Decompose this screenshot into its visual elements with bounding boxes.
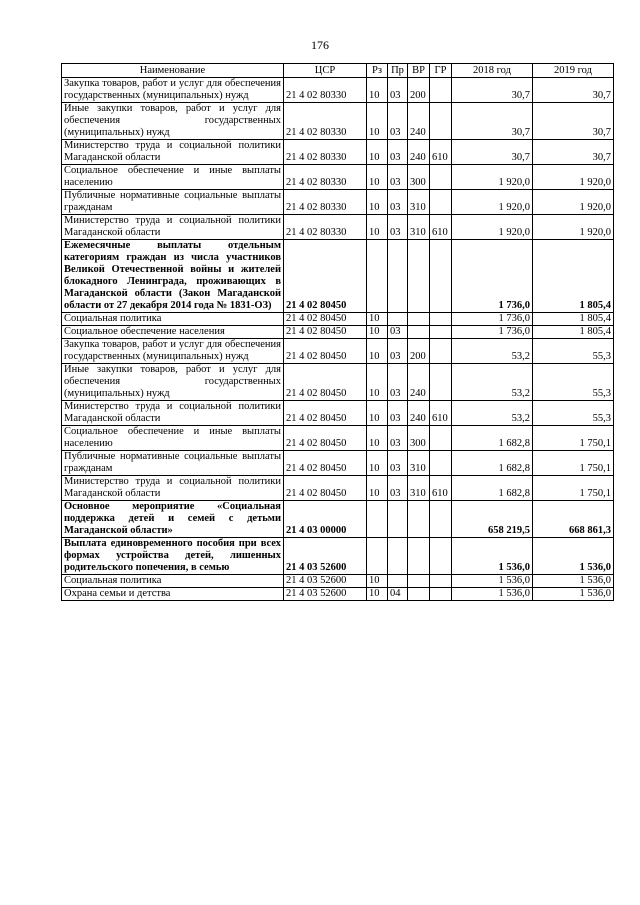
cell-vr: 200: [408, 78, 430, 103]
cell-csr: 21 4 02 80330: [284, 165, 367, 190]
cell-gr: [430, 165, 452, 190]
cell-vr: 310: [408, 215, 430, 240]
cell-2019: 55,3: [533, 401, 614, 426]
cell-vr: 200: [408, 339, 430, 364]
cell-csr: 21 4 02 80330: [284, 190, 367, 215]
cell-name: Публичные нормативные социальные выплаты гражданам: [62, 190, 284, 215]
table-row: [62, 240, 614, 313]
cell-rz: 10: [367, 215, 388, 240]
cell-pr: 03: [388, 165, 408, 190]
cell-rz: [367, 538, 388, 575]
cell-2018: 53,2: [452, 339, 533, 364]
table-row: [62, 190, 614, 215]
cell-rz: 10: [367, 140, 388, 165]
cell-name: Социальное обеспечение и иные выплаты населению: [62, 165, 284, 190]
table-row: [62, 103, 614, 140]
cell-2018: 658 219,5: [452, 501, 533, 538]
cell-pr: [388, 240, 408, 313]
cell-2019: 55,3: [533, 339, 614, 364]
cell-2018: 53,2: [452, 401, 533, 426]
cell-gr: [430, 240, 452, 313]
cell-gr: [430, 78, 452, 103]
cell-2018: 1 682,8: [452, 426, 533, 451]
cell-2019: 1 805,4: [533, 240, 614, 313]
cell-rz: 10: [367, 588, 388, 601]
cell-pr: 03: [388, 103, 408, 140]
cell-name: Министерство труда и социальной политики Магаданской области: [62, 476, 284, 501]
cell-pr: 03: [388, 140, 408, 165]
cell-rz: 10: [367, 326, 388, 339]
cell-name: Социальная политика: [62, 313, 284, 326]
cell-2018: 1 682,8: [452, 476, 533, 501]
cell-2018: 30,7: [452, 103, 533, 140]
cell-csr: 21 4 02 80450: [284, 240, 367, 313]
cell-rz: 10: [367, 401, 388, 426]
cell-vr: 310: [408, 451, 430, 476]
table-row: [62, 140, 614, 165]
cell-pr: 03: [388, 451, 408, 476]
cell-2018: 1 682,8: [452, 451, 533, 476]
cell-name: Министерство труда и социальной политики Магаданской области: [62, 140, 284, 165]
cell-pr: 03: [388, 339, 408, 364]
cell-csr: 21 4 02 80450: [284, 326, 367, 339]
budget-table: [61, 63, 614, 601]
cell-2019: 1 750,1: [533, 476, 614, 501]
table-row: [62, 165, 614, 190]
table-row: [62, 326, 614, 339]
cell-gr: [430, 326, 452, 339]
table-row: [62, 339, 614, 364]
cell-pr: 04: [388, 588, 408, 601]
cell-gr: 610: [430, 476, 452, 501]
cell-pr: [388, 575, 408, 588]
header-2018: 2018 год: [452, 64, 533, 78]
cell-name: Закупка товаров, работ и услуг для обеспечения государственных (муниципальных) нужд: [62, 78, 284, 103]
cell-rz: 10: [367, 78, 388, 103]
cell-gr: [430, 313, 452, 326]
cell-2019: 30,7: [533, 140, 614, 165]
cell-2018: 53,2: [452, 364, 533, 401]
cell-gr: [430, 190, 452, 215]
cell-csr: 21 4 02 80450: [284, 364, 367, 401]
cell-csr: 21 4 03 52600: [284, 575, 367, 588]
cell-name: Иные закупки товаров, работ и услуг для обеспечения государственных (муниципальных) нужд: [62, 364, 284, 401]
table-row: [62, 215, 614, 240]
cell-2019: 1 750,1: [533, 426, 614, 451]
table-row: [62, 575, 614, 588]
page-number: 176: [311, 38, 329, 52]
cell-gr: [430, 103, 452, 140]
cell-vr: [408, 313, 430, 326]
cell-2019: 30,7: [533, 78, 614, 103]
cell-pr: 03: [388, 190, 408, 215]
cell-rz: [367, 240, 388, 313]
cell-2019: 1 536,0: [533, 538, 614, 575]
cell-rz: 10: [367, 190, 388, 215]
cell-vr: 240: [408, 364, 430, 401]
cell-rz: 10: [367, 103, 388, 140]
cell-csr: 21 4 02 80450: [284, 476, 367, 501]
header-pr: Пр: [388, 64, 408, 78]
header-rz: Рз: [367, 64, 388, 78]
table-header-row: [62, 64, 614, 78]
cell-pr: 03: [388, 476, 408, 501]
cell-name: Закупка товаров, работ и услуг для обеспечения государственных (муниципальных) нужд: [62, 339, 284, 364]
cell-2018: 1 736,0: [452, 326, 533, 339]
cell-csr: 21 4 02 80330: [284, 215, 367, 240]
cell-rz: 10: [367, 313, 388, 326]
table-body: [62, 78, 614, 601]
cell-2018: 1 920,0: [452, 215, 533, 240]
cell-2018: 1 920,0: [452, 165, 533, 190]
cell-2019: 1 920,0: [533, 215, 614, 240]
cell-pr: 03: [388, 426, 408, 451]
table-row: [62, 451, 614, 476]
cell-2019: 1 805,4: [533, 313, 614, 326]
cell-vr: 240: [408, 140, 430, 165]
cell-name: Публичные нормативные социальные выплаты гражданам: [62, 451, 284, 476]
cell-csr: 21 4 02 80330: [284, 78, 367, 103]
cell-2018: 1 536,0: [452, 588, 533, 601]
cell-2018: 30,7: [452, 140, 533, 165]
cell-name: Основное мероприятие «Социальная поддержка детей и семей с детьми Магаданской области»: [62, 501, 284, 538]
cell-name: Выплата единовременного пособия при всех формах устройства детей, лишенных родительского попечения, в семью: [62, 538, 284, 575]
table-row: [62, 426, 614, 451]
header-gr: ГР: [430, 64, 452, 78]
cell-gr: 610: [430, 215, 452, 240]
cell-2018: 1 736,0: [452, 240, 533, 313]
cell-pr: [388, 313, 408, 326]
cell-gr: [430, 575, 452, 588]
cell-name: Социальная политика: [62, 575, 284, 588]
cell-gr: [430, 501, 452, 538]
cell-name: Охрана семьи и детства: [62, 588, 284, 601]
cell-rz: 10: [367, 165, 388, 190]
cell-name: Ежемесячные выплаты отдельным категориям граждан из числа участников Великой Отечественной войны и жителей блокадного Ленинграда, проживающих в Магаданской области (Закон Магаданской области от 27 декабря 2014 года № 1831-ОЗ): [62, 240, 284, 313]
cell-2019: 1 805,4: [533, 326, 614, 339]
cell-csr: 21 4 02 80330: [284, 140, 367, 165]
table-row: [62, 313, 614, 326]
cell-rz: 10: [367, 339, 388, 364]
cell-pr: 03: [388, 364, 408, 401]
cell-vr: 310: [408, 190, 430, 215]
cell-rz: 10: [367, 364, 388, 401]
cell-csr: 21 4 02 80450: [284, 451, 367, 476]
cell-2019: 1 920,0: [533, 165, 614, 190]
cell-rz: 10: [367, 451, 388, 476]
cell-pr: [388, 538, 408, 575]
cell-pr: 03: [388, 215, 408, 240]
table-row: [62, 78, 614, 103]
header-2019: 2019 год: [533, 64, 614, 78]
cell-name: Иные закупки товаров, работ и услуг для обеспечения государственных (муниципальных) нужд: [62, 103, 284, 140]
cell-vr: 300: [408, 426, 430, 451]
cell-csr: 21 4 02 80450: [284, 426, 367, 451]
cell-vr: 310: [408, 476, 430, 501]
cell-vr: [408, 575, 430, 588]
cell-2019: 1 750,1: [533, 451, 614, 476]
cell-vr: [408, 588, 430, 601]
table-row: [62, 364, 614, 401]
cell-2018: 1 736,0: [452, 313, 533, 326]
cell-csr: 21 4 03 52600: [284, 538, 367, 575]
cell-gr: [430, 451, 452, 476]
cell-2018: 1 536,0: [452, 538, 533, 575]
cell-2018: 1 536,0: [452, 575, 533, 588]
cell-vr: 300: [408, 165, 430, 190]
cell-pr: 03: [388, 78, 408, 103]
header-name: Наименование: [62, 64, 284, 78]
table-row: [62, 588, 614, 601]
cell-name: Министерство труда и социальной политики Магаданской области: [62, 401, 284, 426]
table-row: [62, 501, 614, 538]
cell-gr: [430, 588, 452, 601]
cell-vr: [408, 538, 430, 575]
cell-name: Социальное обеспечение населения: [62, 326, 284, 339]
cell-name: Министерство труда и социальной политики Магаданской области: [62, 215, 284, 240]
cell-pr: 03: [388, 401, 408, 426]
cell-csr: 21 4 02 80450: [284, 339, 367, 364]
cell-csr: 21 4 02 80330: [284, 103, 367, 140]
cell-pr: [388, 501, 408, 538]
cell-gr: 610: [430, 401, 452, 426]
cell-csr: 21 4 02 80450: [284, 401, 367, 426]
cell-vr: [408, 240, 430, 313]
cell-rz: 10: [367, 575, 388, 588]
cell-csr: 21 4 03 00000: [284, 501, 367, 538]
cell-gr: [430, 339, 452, 364]
cell-vr: [408, 326, 430, 339]
header-csr: ЦСР: [284, 64, 367, 78]
cell-gr: 610: [430, 140, 452, 165]
cell-vr: [408, 501, 430, 538]
cell-gr: [430, 426, 452, 451]
table-row: [62, 538, 614, 575]
cell-csr: 21 4 02 80450: [284, 313, 367, 326]
cell-2018: 30,7: [452, 78, 533, 103]
table-row: [62, 401, 614, 426]
cell-vr: 240: [408, 103, 430, 140]
cell-csr: 21 4 03 52600: [284, 588, 367, 601]
cell-pr: 03: [388, 326, 408, 339]
cell-vr: 240: [408, 401, 430, 426]
cell-2019: 1 536,0: [533, 588, 614, 601]
cell-2018: 1 920,0: [452, 190, 533, 215]
cell-rz: [367, 501, 388, 538]
cell-rz: 10: [367, 426, 388, 451]
table-row: [62, 476, 614, 501]
cell-2019: 55,3: [533, 364, 614, 401]
header-vr: ВР: [408, 64, 430, 78]
cell-name: Социальное обеспечение и иные выплаты населению: [62, 426, 284, 451]
cell-gr: [430, 538, 452, 575]
cell-2019: 1 920,0: [533, 190, 614, 215]
cell-2019: 30,7: [533, 103, 614, 140]
cell-2019: 1 536,0: [533, 575, 614, 588]
cell-rz: 10: [367, 476, 388, 501]
cell-2019: 668 861,3: [533, 501, 614, 538]
cell-gr: [430, 364, 452, 401]
